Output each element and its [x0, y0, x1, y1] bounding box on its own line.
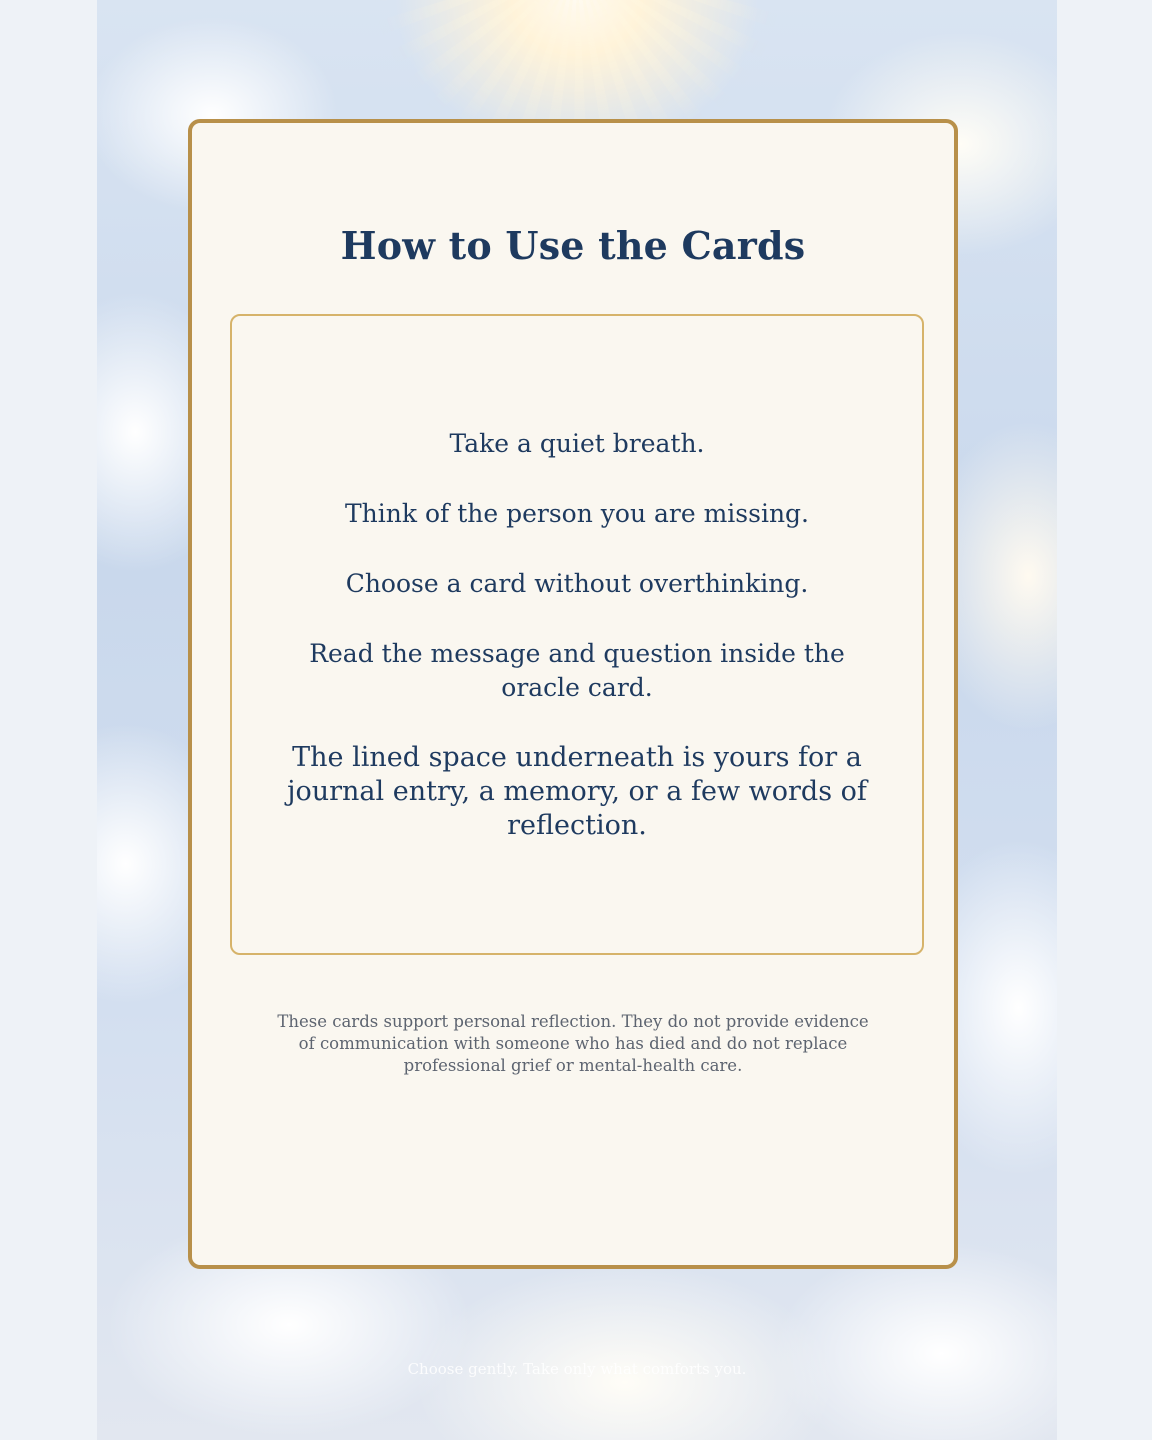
step-think-of-person: Think of the person you are missing.: [344, 498, 809, 528]
step-breathe: Take a quiet breath.: [449, 428, 705, 458]
step-choose-card: Choose a card without overthinking.: [345, 568, 809, 598]
step-journal-space: The lined space underneath is yours for a journal entry, a memory, or a few words of reflection.: [287, 741, 867, 841]
disclaimer-text: These cards support personal reflection. They do not provide evidence of communication with someone who has died and do not replace professional grief or mental-health care.: [277, 1012, 869, 1075]
steps-panel: [230, 314, 924, 955]
page-title: How to Use the Cards: [340, 223, 806, 268]
step-read-message: Read the message and question inside the oracle card.: [309, 638, 845, 702]
footer-caption: Choose gently. Take only what comforts you.: [407, 1360, 747, 1378]
page-background: [97, 0, 1057, 1440]
instructions-card: [188, 119, 958, 1269]
